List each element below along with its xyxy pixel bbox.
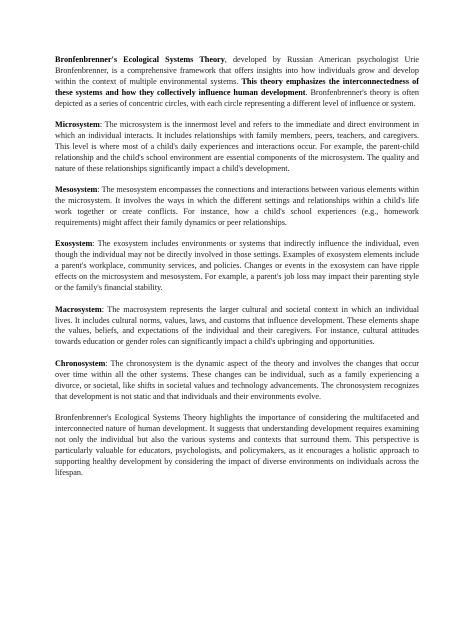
microsystem-text: : The microsystem is the innermost level and refers to the immediate and direct environment in which an individual interacts. It includes relationships with family members, peers, teachers, and caregivers. This level is where most of a child's daily experiences and interactions occur. For example, the parent-child relationship and the child's school environment are essential components of the microsystem. The quality and nature of these relationships significantly impact a child's development. [55,120,419,173]
macrosystem-text: : The macrosystem represents the larger cultural and societal context in which an individual lives. It includes cultural norms, values, laws, and customs that influence development. These elements shape the values, beliefs, and expectations of the individual and their caregivers. For instance, cultural attitudes towards education or gender roles can significantly impact a child's upbringing and opportunities. [55,304,419,347]
document-page [55,55,419,489]
mesosystem-paragraph [55,185,419,229]
intro-paragraph [55,55,419,110]
mesosystem-text: : The mesosystem encompasses the connections and interactions between various elements within the microsystem. It involves the ways in which the different settings and relationships within a child's life work together or create conflicts. For instance, how a child's school experiences (e.g., homework requirements) might affect their family dynamics or peer relationships. [55,185,419,227]
conclusion-paragraph [55,413,419,478]
chronosystem-paragraph [55,359,419,403]
macrosystem-term: Macrosystem [55,304,102,314]
conclusion-text: Bronfenbrenner's Ecological Systems Theory highlights the importance of considering the multifaceted and interconnected nature of human development. It suggests that understanding development requires examining not only the individual but also the various systems and contexts that surround them. This perspective is particularly valuable for educators, psychologists, and policymakers, as it encourages a holistic approach to supporting healthy development by considering the impact of diverse environments on individuals across the lifespan. [55,413,419,477]
exosystem-paragraph [55,239,419,294]
microsystem-term: Microsystem [55,120,100,130]
chronosystem-term: Chronosystem [55,358,106,368]
macrosystem-paragraph [55,305,419,349]
exosystem-text: : The exosystem includes environments or systems that indirectly influence the individual, even though the individual may not be directly involved in those settings. Examples of exosystem elements include a parent's workplace, community services, and policies. Changes or events in the exosystem can have ripple effects on the microsystem and mesosystem. For example, a parent's job loss may impact their parenting style or the family's financial stability. [55,239,419,293]
intro-text-continued: . Bronfenbrenner's theory is often depicted as a series of concentric circles, with each circle representing a different level of influence or system. [55,87,419,108]
theory-title: Bronfenbrenner's Ecological Systems Theory [55,55,225,64]
intro-text: , developed by Russian American psychologist Urie Bronfenbrenner, is a comprehensive framework that offers insights into how individuals grow and develop within the context of multiple environmental systems. [55,55,420,86]
intro-emphasis: This theory emphasizes the interconnectedness of these systems and how they collectively influence human development [55,76,419,97]
mesosystem-term: Mesosystem [55,185,98,195]
exosystem-term: Exosystem [55,239,93,249]
chronosystem-text: : The chronosystem is the dynamic aspect of the theory and involves the changes that occur over time within all the other systems. These changes can be individual, such as a family experiencing a divorce, or societal, like shifts in societal values and technology advancements. The chronosystem recognizes that development is not static and that individuals and their environments evolve. [55,358,419,401]
microsystem-paragraph [55,120,419,175]
